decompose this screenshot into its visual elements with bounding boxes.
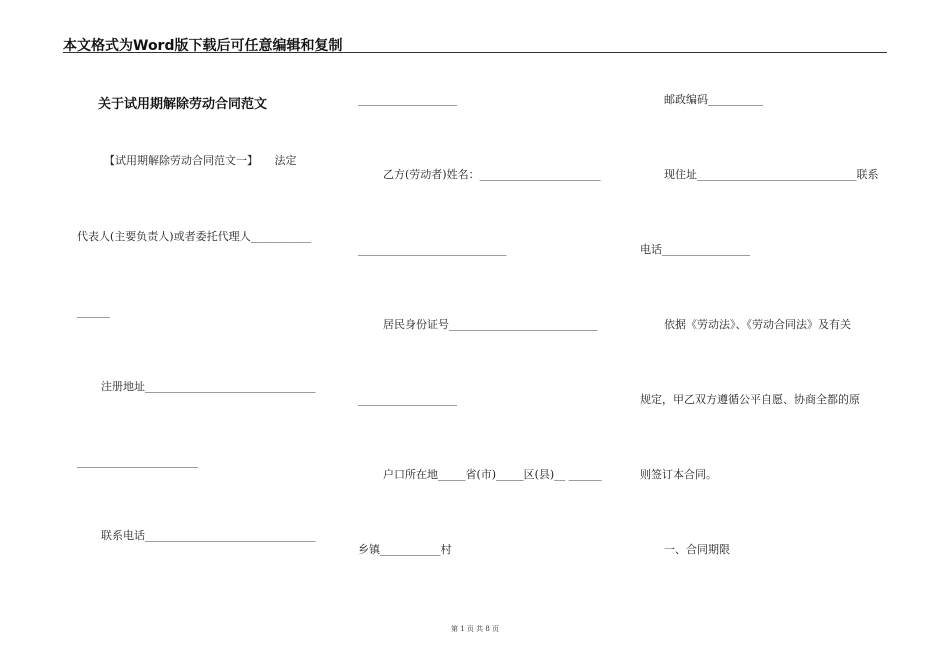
- column2-line-6: 户口所在地_____省(市)_____区(县)__ ______: [383, 468, 602, 481]
- column3-line-5: 规定，甲乙双方遵循公平自愿、协商全都的原: [640, 393, 860, 406]
- document-title: 关于试用期解除劳动合同范文: [98, 97, 268, 112]
- column1-line-5: ______________________: [77, 455, 198, 468]
- column3-line-2: 现住址_____________________________联系: [664, 168, 879, 181]
- column1-line-4: 注册地址_______________________________: [101, 380, 316, 393]
- column1-line-3: ______: [77, 305, 110, 318]
- column2-line-5: __________________: [358, 393, 457, 406]
- column1-line-1: 【试用期解除劳动合同范文一】 法定: [104, 154, 297, 167]
- column3-line-4: 依据《劳动法》、《劳动合同法》及有关: [664, 318, 851, 331]
- header-divider: [63, 52, 887, 53]
- column3-line-1: 邮政编码__________: [664, 93, 763, 106]
- column3-line-6: 则签订本合同。: [640, 468, 717, 481]
- column2-line-4: 居民身份证号___________________________: [383, 318, 598, 331]
- header-text: 本文格式为Word版下载后可任意编辑和复制: [63, 38, 343, 54]
- column2-line-3: ___________________________: [358, 243, 507, 256]
- column1-line-6: 联系电话_______________________________: [101, 529, 316, 542]
- page-footer: 第 1 页 共 8 页: [450, 625, 500, 633]
- column2-line-2: 乙方(劳动者)姓名：______________________: [383, 168, 601, 181]
- column1-line-2: 代表人(主要负责人)或者委托代理人___________: [77, 230, 312, 243]
- column3-line-7: 一、合同期限: [664, 543, 730, 556]
- column2-line-7: 乡镇___________村: [358, 543, 452, 556]
- column2-line-1: __________________: [358, 93, 457, 106]
- column3-line-3: 电话________________: [640, 243, 750, 256]
